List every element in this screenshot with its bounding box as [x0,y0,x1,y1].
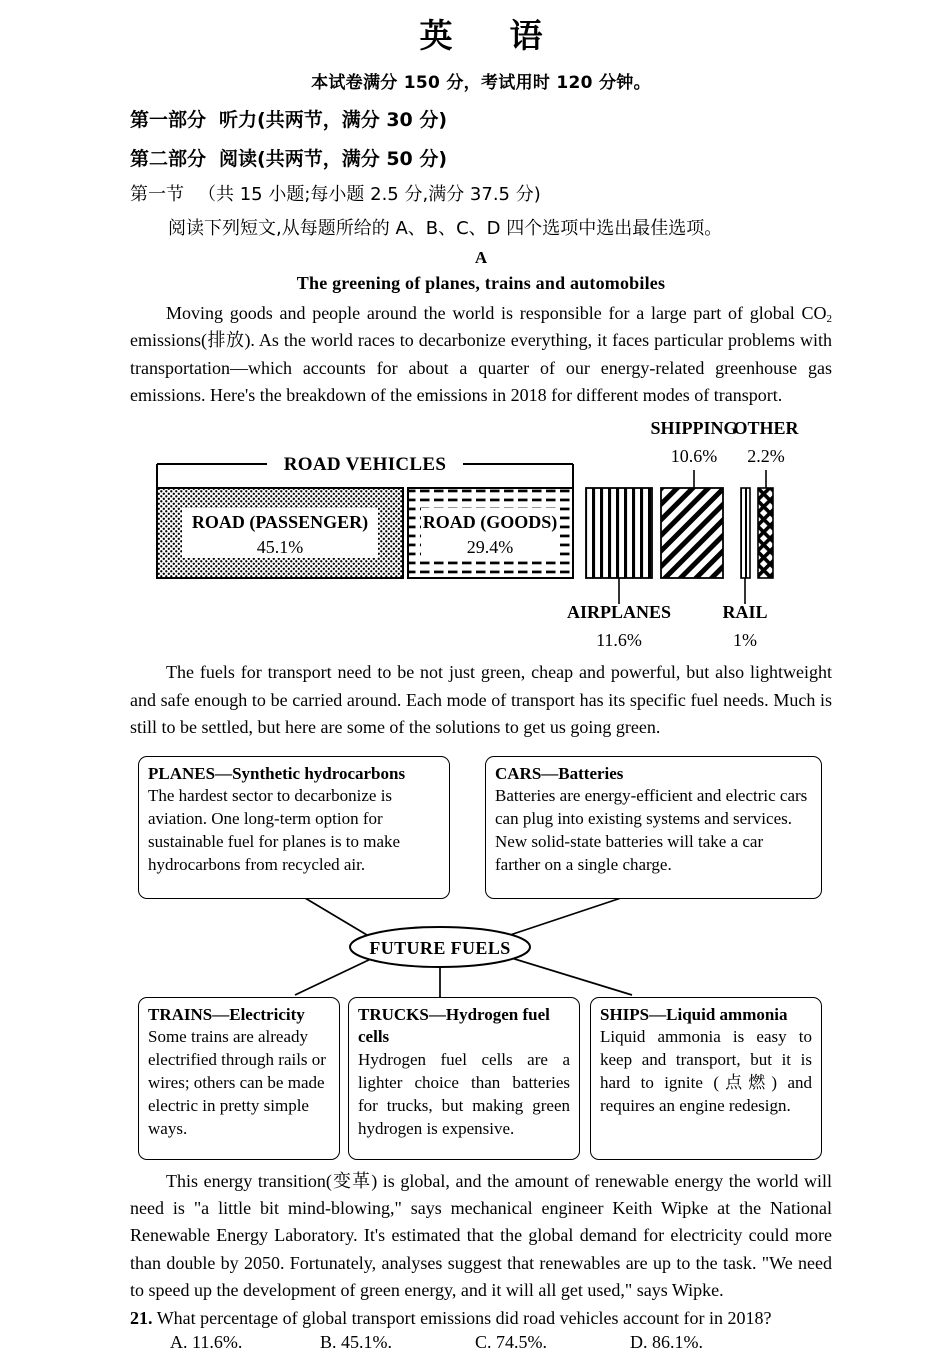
airplanes-label: AIRPLANES [566,602,672,623]
option-a[interactable]: A. 11.6%. [170,1332,243,1353]
future-fuels-label: FUTURE FUELS [369,937,511,958]
passage-title: The greening of planes, trains and automobiles [296,273,666,293]
passage-paragraph-1 [130,300,832,409]
part-two-label: 第二部分 [130,148,207,170]
box-trucks [348,997,580,1160]
box-cars-body: Batteries are energy-efficient and electric cars can plug into existing systems and services. New solid-state batteries will take a car farther on a single charge. [495,786,808,874]
question-21-options [130,1332,832,1358]
box-trucks-body: Hydrogen fuel cells are a lighter choice than batteries for trucks, but making green hydrogen is expensive. [358,1050,570,1138]
exam-page [0,10,950,1355]
box-ships [590,997,822,1160]
box-ships-body: Liquid ammonia is easy to keep and transport, but it is hard to ignite (点燃) and requires an engine redesign. [600,1027,812,1115]
bar-airplanes [586,488,652,578]
question-21 [130,1308,832,1329]
passage-paragraph-2: The fuels for transport need to be not just green, cheap and powerful, but also lightweight and safe enough to be carried around. Each mode of transport has its specific fuel needs. Much is still to be settled, but here are some of the solutions to get us going green. [130,662,832,738]
shipping-label: SHIPPING [650,418,738,439]
rail-label: RAIL [722,602,768,623]
other-value: 2.2% [747,446,785,467]
bar-road-passenger-label: ROAD (PASSENGER) [191,512,369,533]
connector-ships [508,957,632,995]
box-planes-body: The hardest sector to decarbonize is aviation. One long-term option for sustainable fuel for planes is to make hydrocarbons from recycled air. [148,786,401,874]
box-planes-title: PLANES—Synthetic hydrocarbons [148,763,406,783]
bar-road-passenger-value: 45.1% [256,537,304,558]
future-fuels-diagram [130,752,832,1162]
bar-road-goods-label: ROAD (GOODS) [422,512,558,533]
section-one-heading [130,180,832,206]
box-trucks-title: TRUCKS—Hydrogen fuel cells [358,1004,550,1047]
reading-instruction: 阅读下列短文,从每题所给的 A、B、C、D 四个选项中选出最佳选项。 [168,218,723,239]
box-planes [138,756,450,899]
para1-part-a: Moving goods and people around the world is responsible for a large part of global CO [166,303,827,323]
box-trains-body: Some trains are already electrified through rails or wires; others can be made electric in pretty simple ways. [148,1027,326,1138]
rail-value: 1% [733,630,757,651]
part-two-text: 阅读(共两节，满分 50 分) [219,148,448,170]
box-cars-title: CARS—Batteries [495,763,624,783]
box-cars [485,756,822,899]
passage-paragraph-3: This energy transition(变革) is global, and the amount of renewable energy the world will need is "a little bit mind-blowing," says mechanical engineer Keith Wipke at the National Renewable Energy Laboratory. It's estimated that the global demand for electricity could more than double by 2050. Fortunately, analyses suggest that renewables are up to the task. "We need to speed up the development of green energy, and it will all get used," says Wipke. [130,1170,832,1300]
emissions-chart [130,415,832,653]
box-trains [138,997,340,1160]
para1-part-b: emissions(排放). As the world races to decarbonize everything, it faces particular problems with transportation—which accounts for about a quarter of our energy-related greenhouse gas emissions. Here's the breakdown of the emissions in 2018 for different modes of transport. [130,330,832,406]
exam-subtitle: 本试卷满分 150 分，考试用时 120 分钟。 [311,73,651,93]
part-two-heading [130,144,832,171]
question-text: What percentage of global transport emissions did road vehicles account for in 2018? [156,1308,772,1329]
question-number: 21. [130,1308,153,1329]
bar-other [758,488,773,578]
option-c[interactable]: C. 74.5%. [475,1332,547,1353]
airplanes-value: 11.6% [596,630,642,651]
connector-trains [295,957,375,995]
other-label: OTHER [733,418,799,439]
option-d[interactable]: D. 86.1%. [630,1332,703,1353]
part-one-label: 第一部分 [130,109,207,131]
part-one-text: 听力(共两节，满分 30 分) [219,109,448,131]
part-one-heading [130,105,832,132]
co2-subscript: 2 [826,313,832,325]
section-one-text: （共 15 小题;每小题 2.5 分,满分 37.5 分) [198,184,541,205]
connector-planes [300,895,372,938]
page-title: 英 语 [419,16,555,55]
section-one-label: 第一节 [130,184,184,205]
bar-shipping [661,488,723,578]
connector-cars [510,895,630,935]
bar-rail [741,488,750,578]
passage-letter: A [474,248,488,267]
bar-road-goods-value: 29.4% [466,537,514,558]
chart-group-label: ROAD VEHICLES [283,454,447,476]
option-b[interactable]: B. 45.1%. [320,1332,392,1353]
shipping-value: 10.6% [670,446,718,467]
box-trains-title: TRAINS—Electricity [148,1004,305,1024]
emissions-chart-svg [0,415,950,653]
box-ships-title: SHIPS—Liquid ammonia [600,1004,788,1024]
